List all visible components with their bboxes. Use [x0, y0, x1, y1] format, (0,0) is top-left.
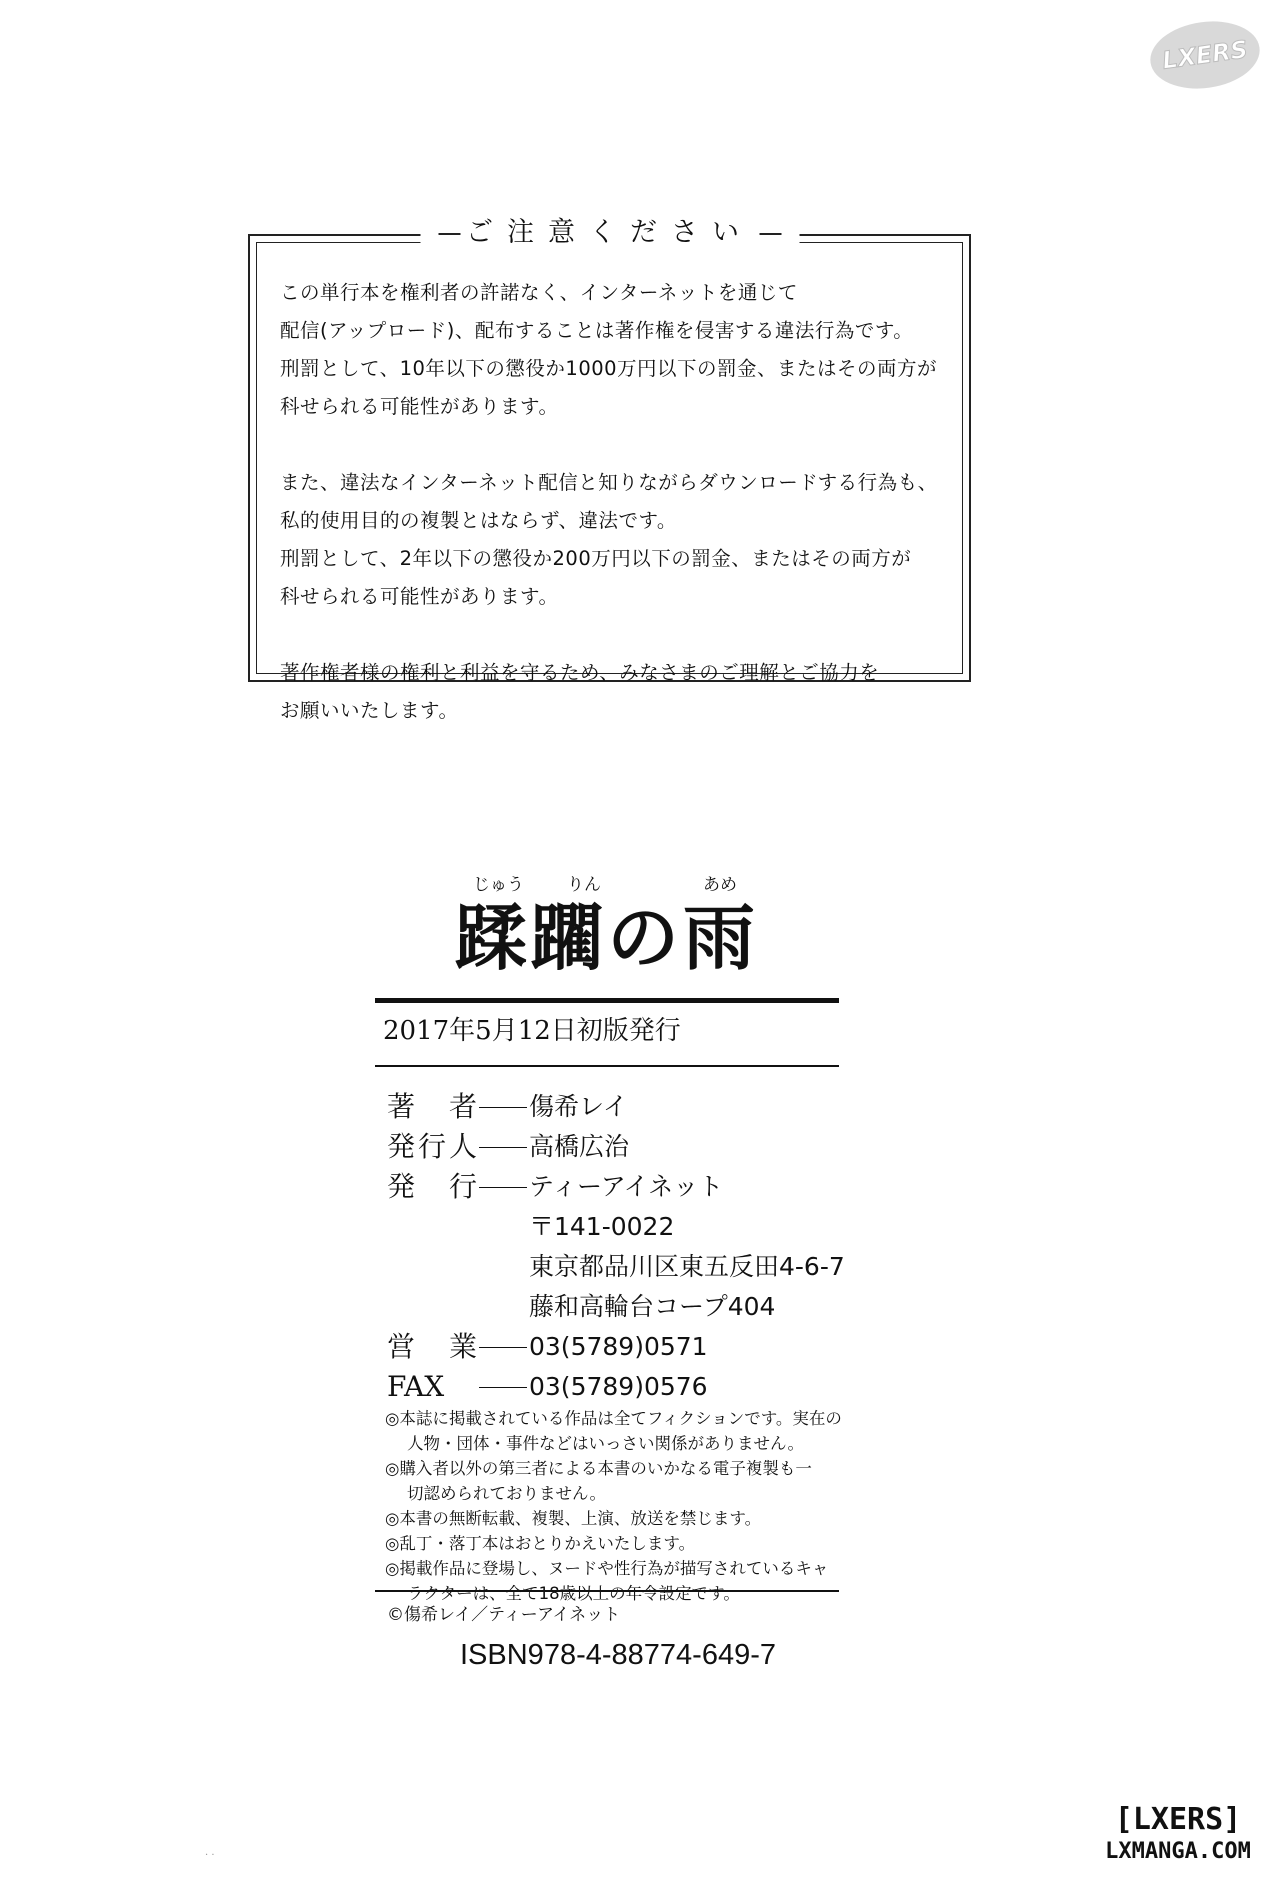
address-building: 藤和高輪台コープ404	[529, 1292, 776, 1321]
ruby-juu: じゅう	[473, 875, 524, 895]
publisher-person-label: 発行人	[387, 1130, 477, 1163]
notice-line: 科せられる可能性があります。	[280, 395, 559, 418]
fax-label: FAX	[387, 1370, 445, 1403]
note-line: ◎購入者以外の第三者による本書のいかなる電子複製も一	[385, 1459, 812, 1478]
notice-line: 配信(アップロード)、配布することは著作権を侵害する違法行為です。	[280, 319, 914, 342]
isbn: ISBN978-4-88774-649-7	[460, 1639, 776, 1671]
address-line	[387, 1287, 847, 1327]
book-title: 蹂躙の雨	[455, 895, 760, 980]
note-line: ラクターは、全て18歳以上の年令設定です。	[407, 1584, 740, 1603]
publisher-row	[387, 1167, 847, 1207]
notice-title	[420, 210, 799, 249]
notice-paragraph	[280, 654, 940, 730]
fax-number: 03(5789)0576	[529, 1372, 708, 1401]
author-name: 傷希レイ	[529, 1092, 628, 1121]
publisher-person-row	[387, 1127, 847, 1167]
copyright-line: ©傷希レイ／ティーアイネット	[387, 1605, 621, 1625]
title-rule	[375, 998, 839, 1003]
book-title-block	[455, 875, 760, 980]
note-line: 人物・団体・事件などはいっさい関係がありません。	[407, 1434, 804, 1453]
postal-code: 〒141-0022	[529, 1212, 675, 1241]
ruby-rin: りん	[567, 875, 601, 895]
notice-box	[248, 217, 971, 722]
notice-line: 刑罰として、2年以下の懲役か200万円以下の罰金、またはその両方が	[280, 547, 912, 570]
notice-line: 刑罰として、10年以下の懲役か1000万円以下の罰金、またはその両方が	[280, 357, 938, 380]
author-label: 著者	[387, 1090, 477, 1123]
notice-line: お願いいたします。	[280, 699, 459, 722]
notice-line: 著作権者様の権利と利益を守るため、みなさまのご理解とご協力を	[280, 661, 880, 684]
note-line: ◎掲載作品に登場し、ヌードや性行為が描写されているキャ	[385, 1559, 829, 1578]
watermark-text: LXERS	[1160, 35, 1250, 75]
sales-phone: 03(5789)0571	[529, 1332, 708, 1361]
sales-label: 営業	[387, 1330, 477, 1363]
notice-paragraph	[280, 274, 940, 426]
note-line: ◎本誌に掲載されている作品は全てフィクションです。実在の	[385, 1409, 842, 1428]
colophon-info	[387, 1087, 847, 1407]
site-watermark	[1088, 1803, 1268, 1867]
note-line: ◎乱丁・落丁本はおとりかえいたします。	[385, 1534, 696, 1553]
notice-paragraph	[280, 464, 940, 616]
site-mark-url: LXMANGA.COM	[1105, 1839, 1251, 1864]
notice-line: 私的使用目的の複製とはならず、違法です。	[280, 509, 677, 532]
site-mark-brand: [LXERS]	[1114, 1802, 1242, 1837]
legal-notes	[385, 1406, 845, 1606]
notice-body	[280, 274, 940, 768]
address-street: 東京都品川区東五反田4-6-7	[529, 1252, 845, 1281]
address-postal	[387, 1207, 847, 1247]
note-line: 切認められておりません。	[407, 1484, 606, 1503]
publisher-name: ティーアイネット	[529, 1172, 724, 1201]
notice-line: この単行本を権利者の許諾なく、インターネットを通じて	[280, 281, 798, 304]
publisher-label: 発行	[387, 1170, 477, 1203]
lxers-watermark-badge	[1146, 15, 1264, 96]
note-line: ◎本書の無断転載、複製、上演、放送を禁じます。	[385, 1509, 762, 1528]
divider	[375, 1065, 839, 1067]
ruby-ame: あめ	[703, 875, 737, 895]
first-edition-date: 2017年5月12日初版発行	[383, 1016, 681, 1046]
notice-line: 科せられる可能性があります。	[280, 585, 559, 608]
notice-title-text: ご注意ください	[466, 217, 753, 248]
print-specks: · ·	[205, 1850, 215, 1861]
fax-row	[387, 1367, 847, 1407]
sales-row	[387, 1327, 847, 1367]
notice-line: また、違法なインターネット配信と知りながらダウンロードする行為も、	[280, 471, 938, 494]
publisher-person-name: 高橋広治	[529, 1132, 630, 1161]
author-row	[387, 1087, 847, 1127]
address-line	[387, 1247, 847, 1287]
divider	[375, 1590, 839, 1592]
